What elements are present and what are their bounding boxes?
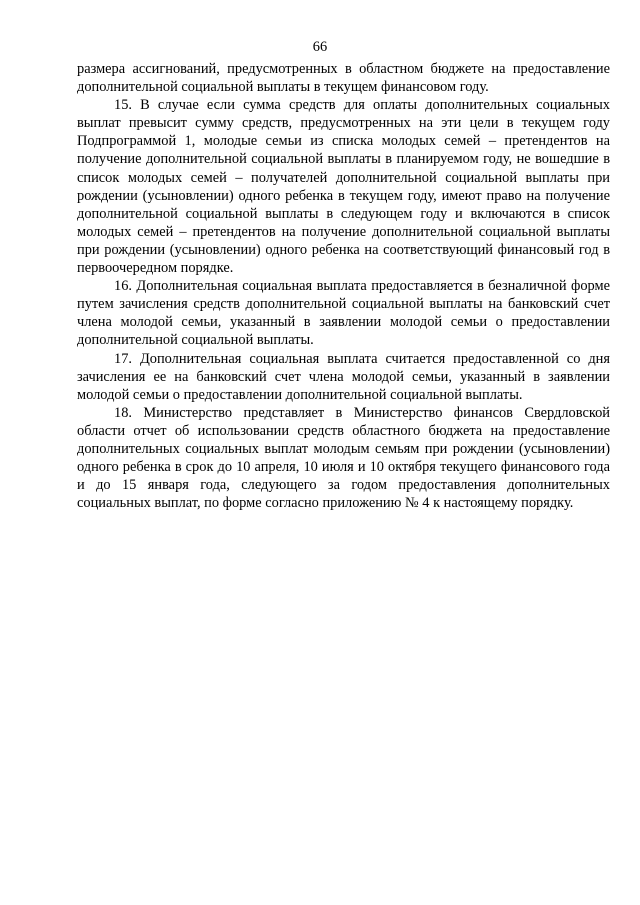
paragraph-item-16: 16. Дополнительная социальная выплата предоставляется в безналичной форме путем зачисления средств дополнительной социальной выплаты на банковский счет члена молодой семьи, указанный в заявлении молодой семьи о предоставлении дополнительной социальной выплаты.	[77, 278, 610, 349]
document-body	[77, 60, 610, 512]
paragraph-item-18: 18. Министерство представляет в Министерство финансов Свердловской области отчет об использовании средств областного бюджета на предоставление дополнительных социальных выплат молодым семьям при рождении (усыновлении) одного ребенка в срок до 10 апреля, 10 июля и 10 октября текущего финансового года и до 15 января года, следующего за годом предоставления дополнительных социальных выплат, по форме согласно приложению № 4 к настоящему порядку.	[77, 404, 610, 512]
paragraph-item-17: 17. Дополнительная социальная выплата считается предоставленной со дня зачисления ее на банковский счет члена молодой семьи, указанный в заявлении молодой семьи о предоставлении дополнительной социальной выплаты.	[77, 350, 610, 403]
paragraph-continuation: размера ассигнований, предусмотренных в областном бюджете на предоставление дополнительной социальной выплаты в текущем финансовом году.	[77, 61, 610, 96]
page-number: 66	[312, 39, 328, 55]
paragraph-item-15: 15. В случае если сумма средств для оплаты дополнительных социальных выплат превысит сумму средств, предусмотренных на эти цели в текущем году Подпрограммой 1, молодые семьи из списка молодых семей – претендентов на получение дополнительной социальной выплаты в планируемом году, не вошедшие в список молодых семей – получателей дополнительной социальной выплаты при рождении (усыновлении) одного ребенка в текущем году, имеют право на получение дополнительной социальной выплаты в следующем году и включаются в список молодых семей – претендентов на получение дополнительной социальной выплаты при рождении (усыновлении) одного ребенка на соответствующий финансовый год в первоочередном порядке.	[77, 97, 610, 277]
